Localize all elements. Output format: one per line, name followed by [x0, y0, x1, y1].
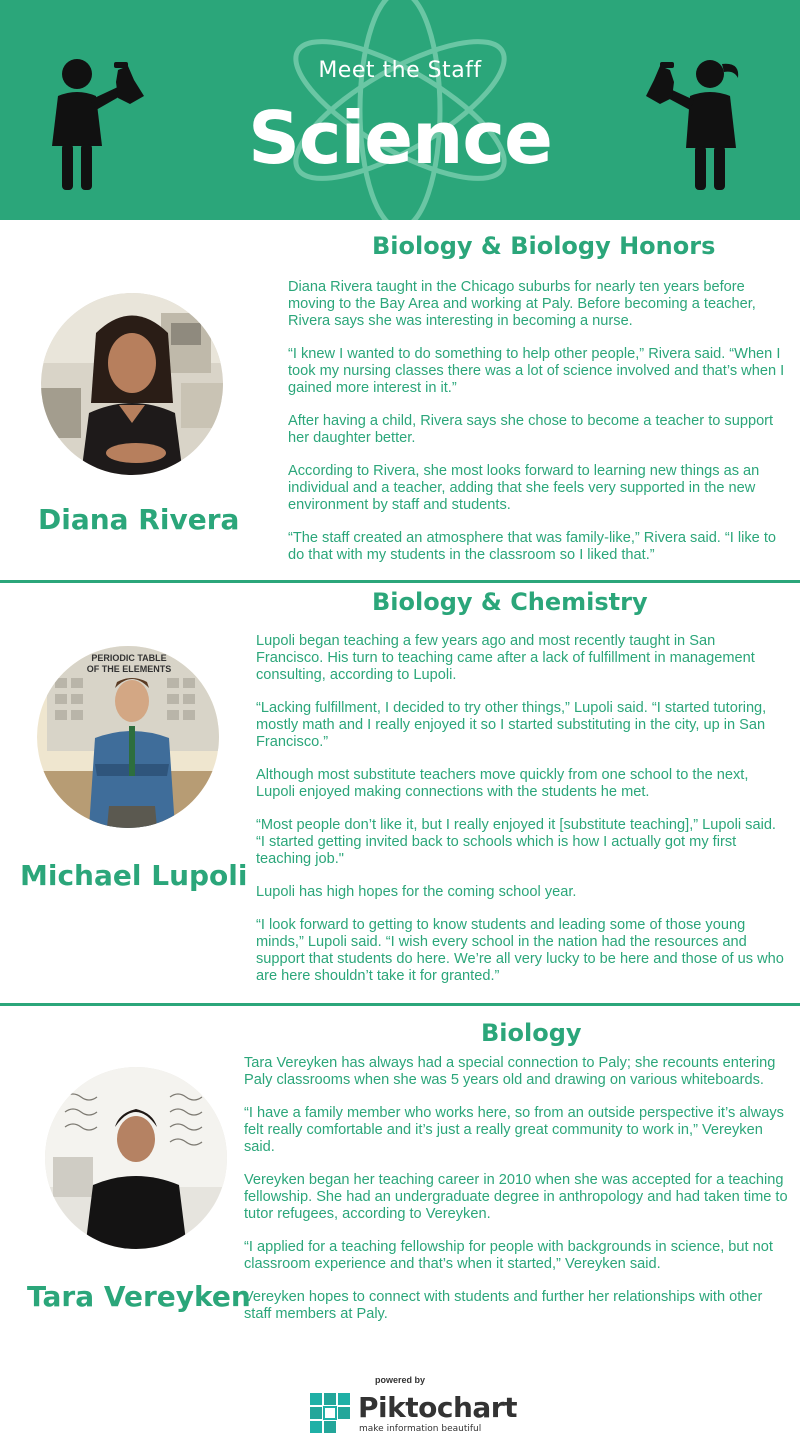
bio-paragraph: “I look forward to getting to know students and leading some of those young minds,” Lupoli said. “I wish every school in the nation had the resources and support that students do here. We’re all very lucky to be here and those of us who are here shouldn’t take it for granted.”	[256, 917, 784, 984]
bio-paragraph: “Lacking fulfillment, I decided to try other things,” Lupoli said. “I started tutoring, mostly math and I really enjoyed it so I started substituting in the city, up in San Francisco.”	[256, 700, 767, 750]
staff-name: Tara Vereyken	[27, 1280, 251, 1313]
subject-heading: Biology	[481, 1019, 582, 1047]
header-kicker: Meet the Staff	[318, 58, 482, 83]
bio-paragraph: “Most people don’t like it, but I really enjoyed it [substitute teaching],” Lupoli said. “I started getting invited back to schools which is how I actually got my first teaching job."	[256, 817, 776, 867]
photo-caption-of-the-elements: OF THE ELEMENTS	[86, 664, 172, 674]
staff-bio	[288, 279, 793, 580]
bio-paragraph: Vereyken hopes to connect with students and further her relationships with other staff members at Paly.	[244, 1289, 763, 1322]
brand-tagline: make information beautiful	[359, 1424, 482, 1434]
piktochart-logo[interactable]	[308, 1391, 517, 1435]
bio-paragraph: “I have a family member who works here, so from an outside perspective it’s always felt really comfortable and it’s just a really great community to work in,” Vereyken said.	[244, 1105, 784, 1155]
bio-paragraph: According to Rivera, she most looks forward to learning new things as an individual and a teacher, adding that she feels very supported in the new environment by staff and students.	[288, 463, 760, 513]
bio-paragraph: “The staff created an atmosphere that was family-like,” Rivera said. “I like to do that with my students in the classroom so I liked that.”	[288, 530, 777, 563]
bio-paragraph: “I knew I wanted to do something to help other people,” Rivera said. “When I took my nursing classes there was a lot of science involved and that’s when I gained more interest in it.”	[288, 346, 785, 396]
bio-paragraph: Although most substitute teachers move quickly from one school to the next, Lupoli enjoyed making connections with the students he met.	[256, 767, 749, 800]
staff-photo-diana-rivera	[41, 293, 223, 475]
staff-photo-tara-vereyken	[45, 1067, 227, 1249]
subject-heading: Biology & Biology Honors	[372, 232, 716, 260]
bio-paragraph: “I applied for a teaching fellowship for people with backgrounds in science, but not classroom experience and that’s when it started,” Vereyken said.	[244, 1239, 773, 1272]
bio-paragraph: After having a child, Rivera says she chose to become a teacher to support her daughter better.	[288, 413, 774, 446]
bio-paragraph: Lupoli has high hopes for the coming school year.	[256, 884, 577, 900]
staff-bio	[244, 1055, 792, 1339]
bio-paragraph: Diana Rivera taught in the Chicago suburbs for nearly ten years before moving to the Bay Area and working at Paly. Before becoming a teacher, Rivera says she was interesting in becoming a nurse.	[288, 279, 756, 329]
staff-name: Diana Rivera	[38, 503, 240, 536]
bio-paragraph: Lupoli began teaching a few years ago and most recently taught in San Francisco. His turn to teaching came after a lack of fulfillment in management consulting, according to Lupoli.	[256, 633, 755, 683]
subject-heading: Biology & Chemistry	[372, 588, 648, 616]
piktochart-logo-icon	[308, 1391, 352, 1435]
powered-by-label: powered by	[374, 1375, 425, 1385]
section-divider	[0, 1003, 800, 1006]
section-divider	[0, 580, 800, 583]
page-title: Science	[248, 96, 552, 180]
staff-name: Michael Lupoli	[20, 859, 248, 892]
staff-bio	[256, 633, 786, 1001]
bio-paragraph: Tara Vereyken has always had a special connection to Paly; she recounts entering Paly classrooms when she was 5 years old and drawing on various whiteboards.	[244, 1055, 776, 1088]
staff-photo-michael-lupoli	[37, 646, 219, 828]
header-banner	[0, 0, 800, 220]
photo-caption-periodic-table: PERIODIC TABLE	[91, 653, 167, 663]
brand-name: Piktochart	[358, 1391, 517, 1424]
bio-paragraph: Vereyken began her teaching career in 2010 when she was accepted for a teaching fellowship. She had an undergraduate degree in anthropology and had taken time to tutor refugees, according to Vereyken.	[244, 1172, 788, 1222]
